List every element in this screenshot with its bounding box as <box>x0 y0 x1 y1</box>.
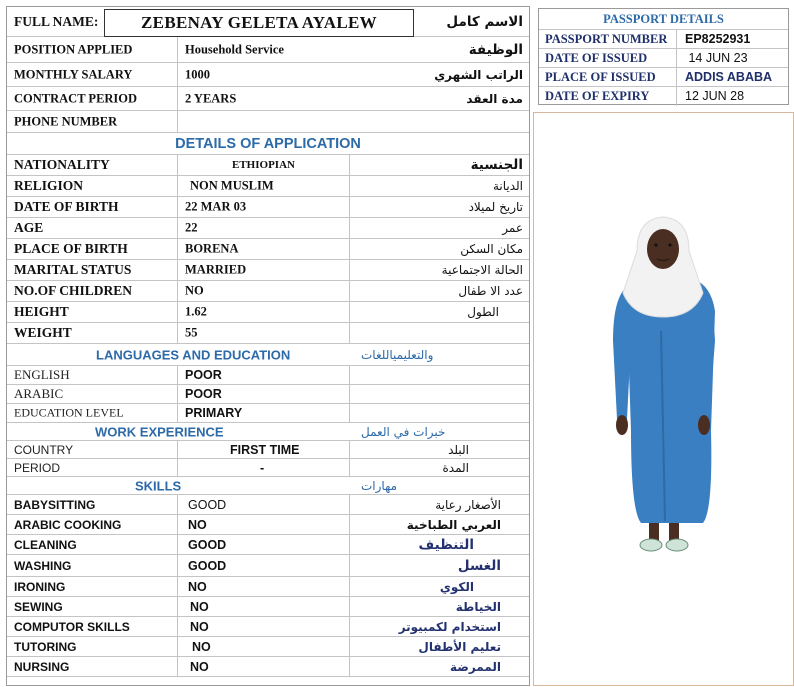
skill-value: NO <box>188 579 207 594</box>
skill-ar: تعليم الأطفال <box>418 639 501 654</box>
work-ar: المدة <box>442 460 469 475</box>
skill-label: NURSING <box>14 659 70 674</box>
detail-ar: الحالة الاجتماعية <box>441 263 523 277</box>
skill-label: CLEANING <box>14 537 77 552</box>
skill-value: NO <box>190 599 209 614</box>
skills-header-title: SKILLS <box>135 478 182 493</box>
skill-row <box>7 637 529 657</box>
passport-label: PASSPORT NUMBER <box>539 30 677 48</box>
work-section-header <box>7 423 529 441</box>
passport-value: EP8252931 <box>685 32 751 46</box>
work-label: COUNTRY <box>14 442 74 457</box>
skill-label: IRONING <box>14 579 66 594</box>
skill-row <box>7 617 529 637</box>
detail-ar: تاريخ لميلاد <box>468 200 523 214</box>
detail-label: HEIGHT <box>14 304 69 319</box>
detail-ar: مكان السكن <box>460 242 523 256</box>
applicant-figure <box>543 211 786 573</box>
detail-row <box>7 302 529 323</box>
monthly-salary-row <box>7 63 529 87</box>
work-ar: البلد <box>448 442 469 457</box>
position-applied-value: Household Service <box>185 42 284 56</box>
passport-label: DATE OF ISSUED <box>539 49 677 67</box>
skill-row <box>7 577 529 597</box>
languages-header-ar: والتعليمياللغات <box>361 347 434 362</box>
full-name-label: FULL NAME: <box>14 13 99 29</box>
passport-label: DATE OF EXPIRY <box>539 87 677 106</box>
passport-label: PLACE OF ISSUED <box>539 68 677 86</box>
work-value: FIRST TIME <box>230 442 300 457</box>
detail-row <box>7 323 529 344</box>
position-applied-ar: الوظيفة <box>468 41 523 58</box>
detail-row <box>7 260 529 281</box>
language-row <box>7 366 529 385</box>
detail-value: NON MUSLIM <box>190 178 274 193</box>
skill-value: NO <box>188 517 207 532</box>
phone-number-label: PHONE NUMBER <box>14 114 118 128</box>
work-row <box>7 441 529 459</box>
skill-ar: الممرضة <box>449 659 501 674</box>
passport-row <box>539 68 788 87</box>
passport-row <box>539 30 788 49</box>
detail-row <box>7 155 529 176</box>
skill-value: NO <box>190 659 209 674</box>
language-label: ENGLISH <box>14 367 70 382</box>
detail-ar: عمر <box>502 221 523 235</box>
skill-ar: الكوي <box>439 579 474 594</box>
skill-label: SEWING <box>14 599 63 614</box>
skill-label: TUTORING <box>14 639 77 654</box>
detail-label: WEIGHT <box>14 325 72 340</box>
detail-ar: الجنسية <box>470 157 523 173</box>
skill-value: GOOD <box>188 497 227 512</box>
language-label: EDUCATION LEVEL <box>14 405 124 420</box>
passport-title: PASSPORT DETAILS <box>539 9 788 30</box>
language-label: ARABIC <box>14 386 64 401</box>
skill-row <box>7 597 529 617</box>
detail-label: PLACE OF BIRTH <box>14 241 128 256</box>
skill-value: NO <box>192 639 211 654</box>
language-value: PRIMARY <box>185 406 243 420</box>
language-value: POOR <box>185 368 222 382</box>
work-header-ar: خبرات في العمل <box>361 424 446 439</box>
detail-label: MARITAL STATUS <box>14 262 132 277</box>
details-section-header <box>7 133 529 155</box>
detail-value: 22 MAR 03 <box>185 199 247 214</box>
passport-value: 12 JUN 28 <box>685 89 745 103</box>
work-row <box>7 459 529 477</box>
skill-label: COMPUTOR SKILLS <box>14 619 130 634</box>
applicant-photo <box>543 211 786 573</box>
photo-frame <box>533 112 794 686</box>
skill-value: GOOD <box>188 537 227 552</box>
passport-row <box>539 49 788 68</box>
full-name-value: ZEBENAY GELETA AYALEW <box>104 9 414 37</box>
skill-row <box>7 555 529 577</box>
passport-row <box>539 87 788 106</box>
detail-label: AGE <box>14 220 44 235</box>
detail-ar: الطول <box>467 305 499 319</box>
languages-section-header <box>7 344 529 366</box>
detail-row <box>7 176 529 197</box>
language-row <box>7 404 529 423</box>
detail-row <box>7 239 529 260</box>
detail-value: 22 <box>185 220 198 235</box>
skill-value: GOOD <box>188 558 227 573</box>
skill-row <box>7 535 529 555</box>
position-applied-row <box>7 37 529 63</box>
detail-label: NO.OF CHILDREN <box>14 283 133 298</box>
skills-section-header <box>7 477 529 495</box>
detail-label: DATE OF BIRTH <box>14 199 119 214</box>
skill-row <box>7 515 529 535</box>
languages-header-title: LANGUAGES AND EDUCATION <box>96 347 291 362</box>
detail-value: NO <box>185 283 204 298</box>
passport-details-table <box>538 8 789 105</box>
detail-value: 1.62 <box>185 304 207 319</box>
skill-ar: استخدام لكمبيوتر <box>398 619 501 634</box>
skill-label: WASHING <box>14 558 72 573</box>
contract-period-ar: مدة العقد <box>466 91 523 106</box>
phone-number-row <box>7 111 529 133</box>
skill-ar: الغسل <box>457 557 501 574</box>
skill-label: ARABIC COOKING <box>14 517 122 532</box>
contract-period-label: CONTRACT PERIOD <box>14 91 138 105</box>
language-row <box>7 385 529 404</box>
detail-row <box>7 218 529 239</box>
contract-period-row <box>7 87 529 111</box>
detail-row <box>7 197 529 218</box>
skill-label: BABYSITTING <box>14 497 96 512</box>
detail-value: 55 <box>185 325 198 340</box>
skill-ar: التنظيف <box>418 536 474 553</box>
monthly-salary-value: 1000 <box>185 67 210 81</box>
monthly-salary-ar: الراتب الشهري <box>434 67 523 82</box>
skill-row <box>7 495 529 515</box>
work-header-title: WORK EXPERIENCE <box>95 424 224 439</box>
detail-value: BORENA <box>185 241 239 256</box>
skill-row <box>7 657 529 677</box>
work-value: - <box>260 460 265 475</box>
contract-period-value: 2 YEARS <box>185 91 237 105</box>
detail-label: NATIONALITY <box>14 157 110 172</box>
full-name-label-ar: الاسم كامل <box>446 13 523 30</box>
passport-value: 14 JUN 23 <box>685 51 748 65</box>
skill-ar: الخياطة <box>455 599 501 614</box>
detail-label: RELIGION <box>14 178 84 193</box>
detail-value: ETHIOPIAN <box>232 159 295 171</box>
skills-header-ar: مهارات <box>361 478 398 493</box>
language-value: POOR <box>185 387 222 401</box>
detail-ar: عدد الا طفال <box>458 284 523 298</box>
skill-ar: الأصغار رعاية <box>435 497 501 512</box>
detail-ar: الديانة <box>492 179 523 193</box>
applicant-form <box>6 6 530 686</box>
passport-value: ADDIS ABABA <box>685 70 773 84</box>
detail-row <box>7 281 529 302</box>
details-header-title: DETAILS OF APPLICATION <box>175 135 361 152</box>
work-label: PERIOD <box>14 460 61 475</box>
position-applied-label: POSITION APPLIED <box>14 42 133 56</box>
skill-ar: العربي الطباخية <box>406 517 501 532</box>
monthly-salary-label: MONTHLY SALARY <box>14 67 133 81</box>
skill-value: NO <box>190 619 209 634</box>
detail-value: MARRIED <box>185 262 247 277</box>
